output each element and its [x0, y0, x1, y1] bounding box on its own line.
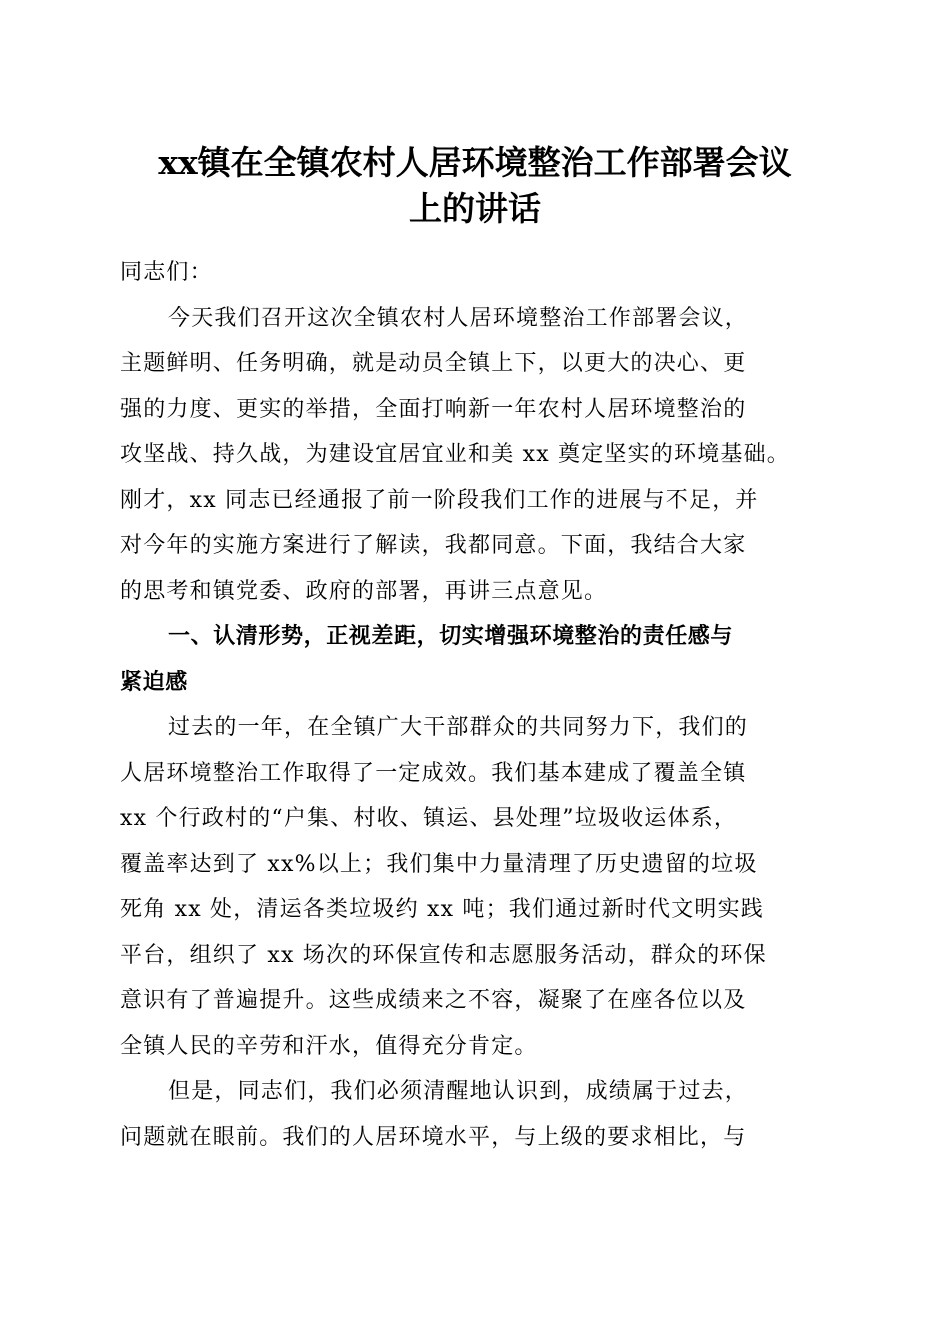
paragraph-problems — [120, 1069, 840, 1160]
paragraph-line: 强的力度、更实的举措，全面打响新一年农村人居环境整治的 — [120, 396, 747, 422]
document-title — [110, 140, 840, 232]
paragraph-intro — [120, 296, 840, 615]
paragraph-line: 刚才，xx 同志已经通报了前一阶段我们工作的进展与不足，并 — [120, 487, 759, 513]
paragraph-line: 但是，同志们，我们必须清醒地认识到，成绩属于过去， — [168, 1079, 749, 1104]
paragraph-line: 主题鲜明、任务明确，就是动员全镇上下，以更大的决心、更 — [120, 351, 747, 376]
paragraph-achievements — [120, 705, 840, 1069]
heading-line: 紧迫感 — [120, 669, 188, 695]
paragraph-line: xx 个行政村的“户集、村收、镇运、县处理”垃圾收运体系， — [120, 806, 738, 831]
section-heading-1 — [120, 614, 840, 705]
paragraph-line: 平台，组织了 xx 场次的环保宣传和志愿服务活动，群众的环保 — [120, 942, 767, 968]
title-line-2: 上的讲话 — [409, 189, 541, 228]
paragraph-line: 人居环境整治工作取得了一定成效。我们基本建成了覆盖全镇 — [120, 760, 747, 786]
paragraph-line: 意识有了普遍提升。这些成绩来之不容，凝聚了在座各位以及 — [120, 988, 747, 1013]
paragraph-line: 全镇人民的辛劳和汗水，值得充分肯定。 — [120, 1033, 538, 1059]
paragraph-line: 今天我们召开这次全镇农村人居环境整治工作部署会议， — [168, 305, 749, 331]
paragraph-line: 的思考和镇党委、政府的部署，再讲三点意见。 — [120, 578, 608, 604]
paragraph-line: 攻坚战、持久战，为建设宜居宜业和美 xx 奠定坚实的环境基础。 — [120, 442, 791, 467]
title-line-1: xx镇在全镇农村人居环境整治工作部署会议 — [158, 143, 792, 182]
greeting: 同志们： — [120, 260, 213, 285]
document-body — [120, 250, 840, 1160]
paragraph-line: 问题就在眼前。我们的人居环境水平，与上级的要求相比，与 — [120, 1124, 747, 1150]
paragraph-line: 覆盖率达到了 xx%以上；我们集中力量清理了历史遗留的垃圾 — [120, 851, 758, 877]
heading-line: 一、认清形势，正视差距，切实增强环境整治的责任感与 — [168, 624, 734, 649]
paragraph-line: 对今年的实施方案进行了解读，我都同意。下面，我结合大家 — [120, 533, 747, 558]
paragraph-line: 死角 xx 处，清运各类垃圾约 xx 吨；我们通过新时代文明实践 — [120, 897, 765, 922]
paragraph-line: 过去的一年，在全镇广大干部群众的共同努力下，我们的 — [168, 715, 749, 740]
